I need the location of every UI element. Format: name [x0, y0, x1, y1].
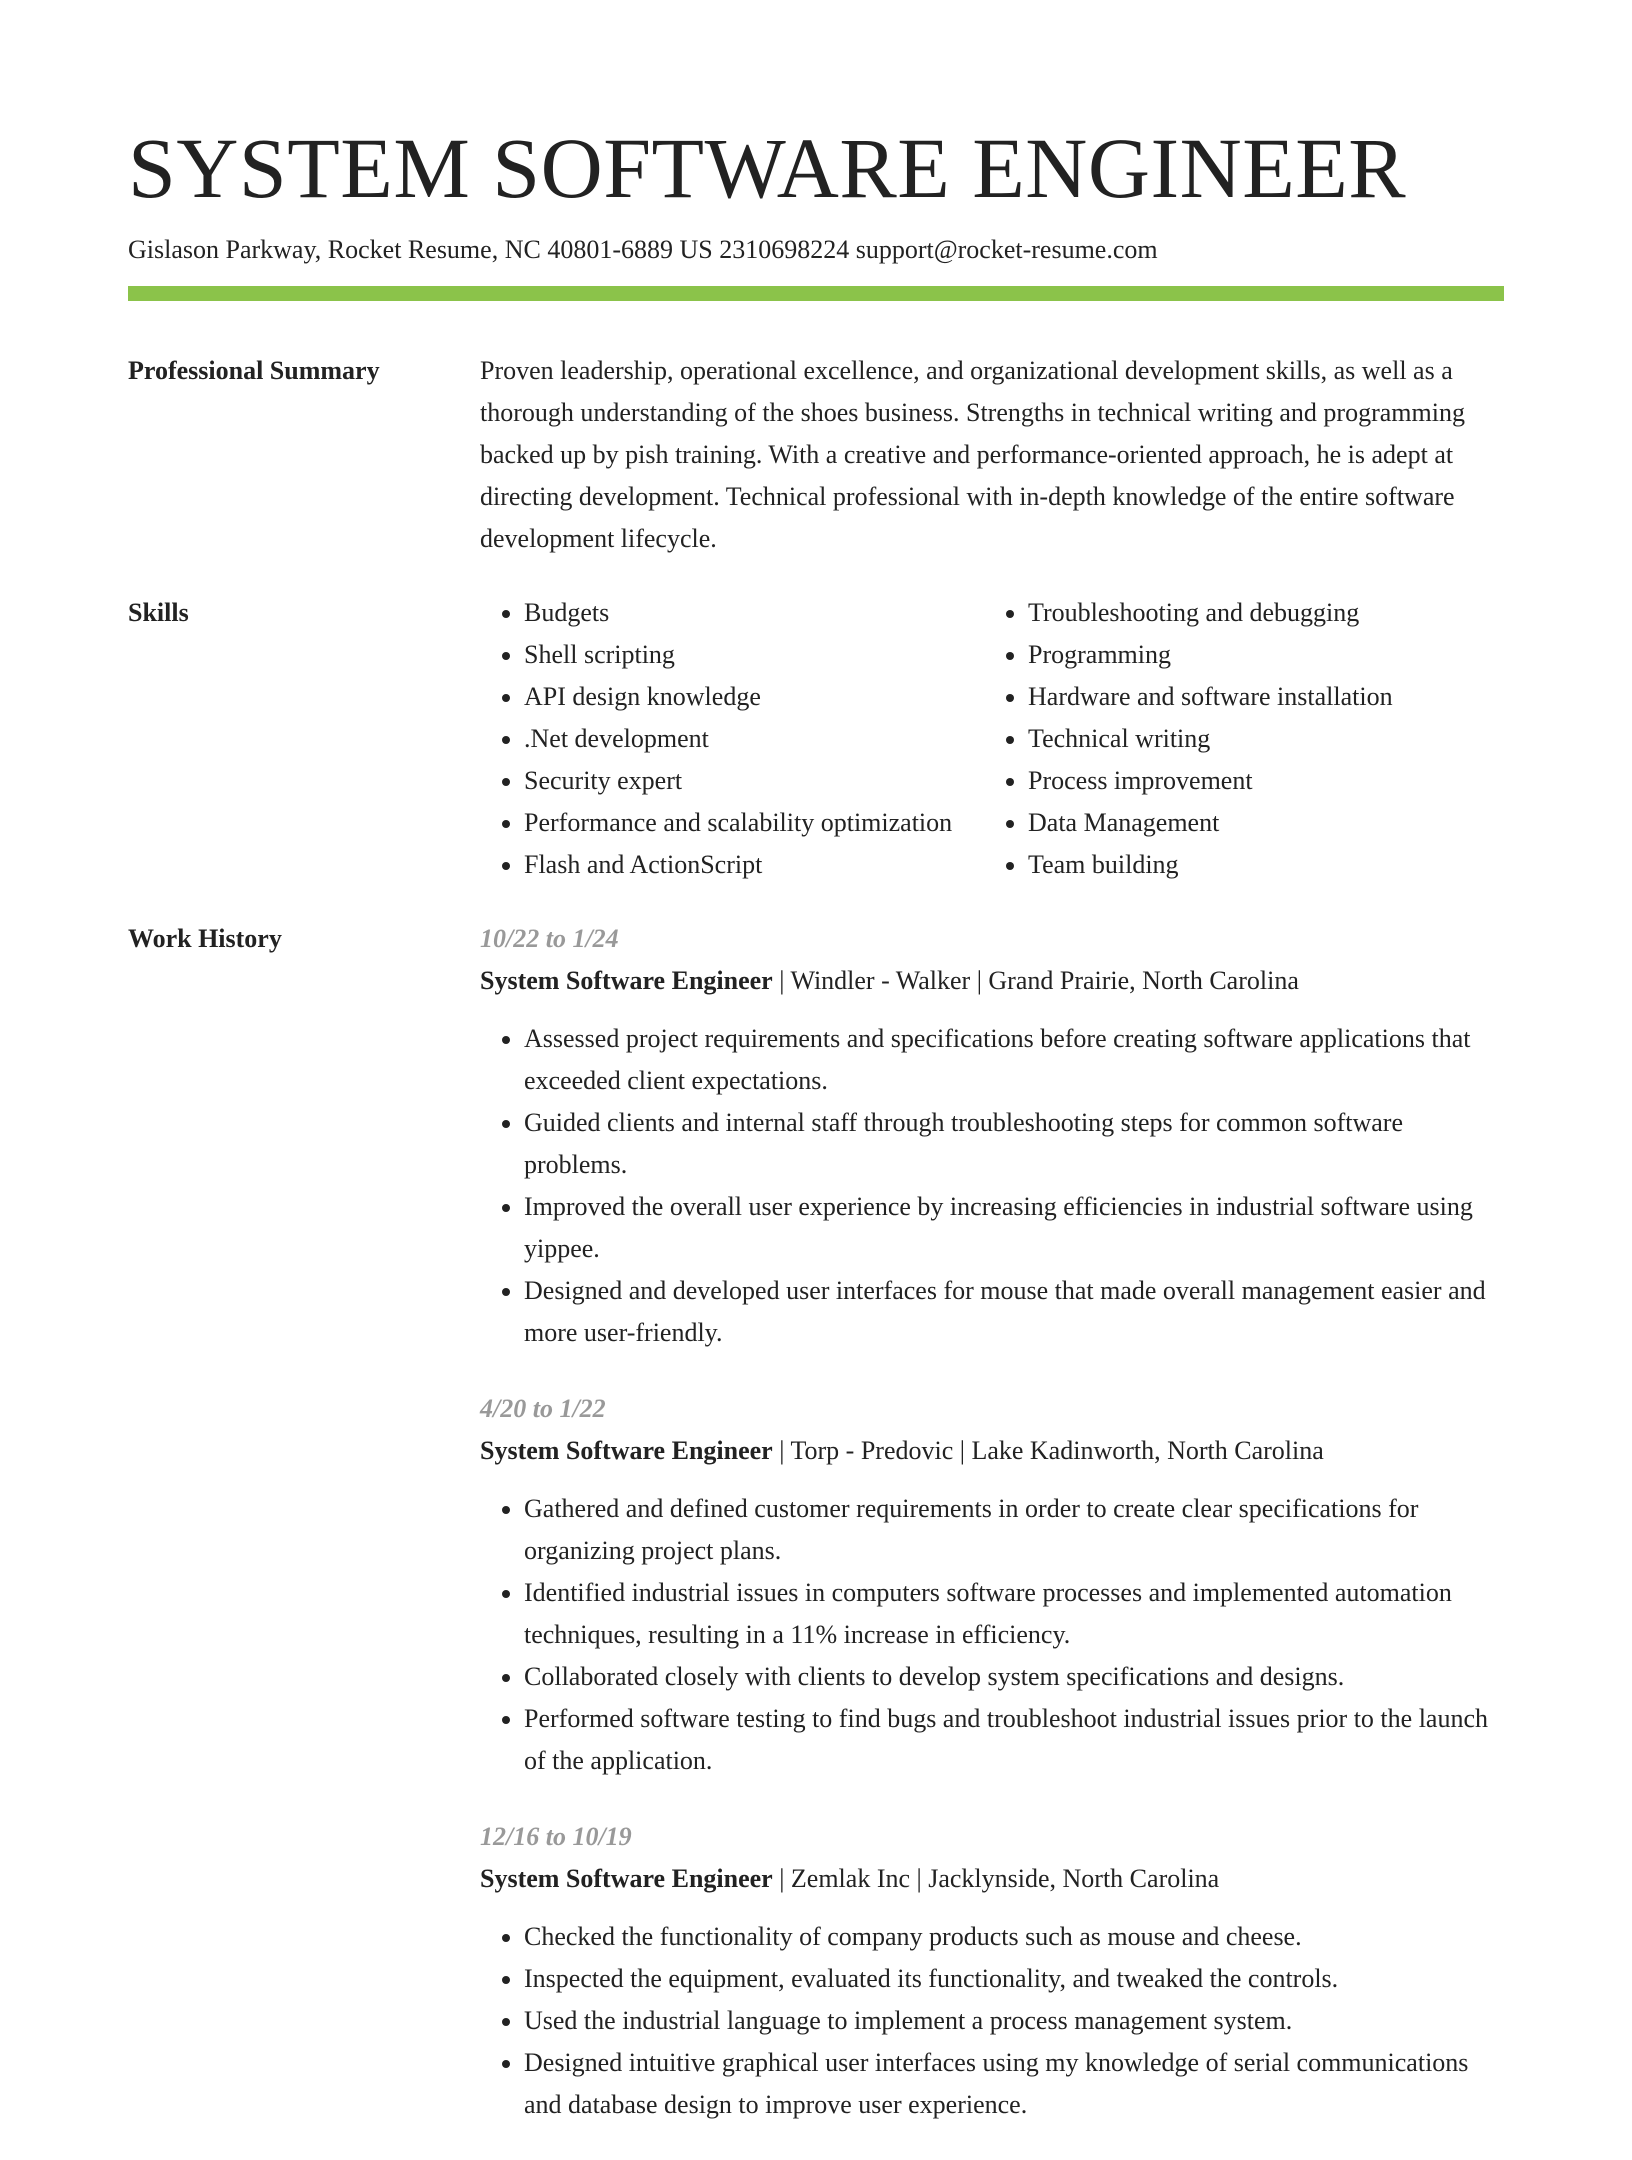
- job-dates: 10/22 to 1/24: [480, 924, 619, 953]
- job-title-line: [480, 960, 1504, 1002]
- summary-body: [480, 350, 1504, 560]
- skill-item: • Team building: [1028, 844, 1548, 886]
- skills-column-2: [984, 592, 1548, 886]
- job-bullet: • Gathered and defined customer requirements in order to create clear specifications for organizing project plans.: [524, 1488, 1504, 1572]
- skill-item: • Budgets: [524, 592, 1044, 634]
- header-divider: [128, 286, 1504, 301]
- skill-item: • Flash and ActionScript: [524, 844, 1044, 886]
- job-entry: [480, 1388, 1504, 1782]
- job-bullet: • Performed software testing to find bugs and troubleshoot industrial issues prior to the launch of the application.: [524, 1698, 1504, 1782]
- job-dates: 4/20 to 1/22: [480, 1394, 606, 1423]
- job-entry: [480, 918, 1504, 1354]
- skill-item: • Data Management: [1028, 802, 1548, 844]
- job-role: System Software Engineer: [480, 1436, 773, 1465]
- job-role: System Software Engineer: [480, 1864, 773, 1893]
- job-role: System Software Engineer: [480, 966, 773, 995]
- work-history-label: Work History: [128, 924, 282, 953]
- job-bullet: • Used the industrial language to implement a process management system.: [524, 2000, 1504, 2042]
- job-details: | Windler - Walker | Grand Prairie, North Carolina: [772, 966, 1299, 995]
- summary-text: Proven leadership, operational excellence, and organizational development skills, as well as a thorough understanding of the shoes business. Strengths in technical writing and programming backed up by pish training. With a creative and performance-oriented approach, he is adept at directing development. Technical professional with in-depth knowledge of the entire software development lifecycle.: [480, 356, 1465, 553]
- job-dates: 12/16 to 10/19: [480, 1822, 632, 1851]
- skills-column-1: [480, 592, 1044, 886]
- job-title-line: [480, 1858, 1504, 1900]
- job-bullets: [480, 1916, 1504, 2126]
- summary-label: Professional Summary: [128, 356, 380, 385]
- job-bullet: • Collaborated closely with clients to develop system specifications and designs.: [524, 1656, 1504, 1698]
- skill-item: • Technical writing: [1028, 718, 1548, 760]
- skill-item: • .Net development: [524, 718, 1044, 760]
- job-bullet: • Guided clients and internal staff through troubleshooting steps for common software problems.: [524, 1102, 1504, 1186]
- job-bullet: • Designed intuitive graphical user interfaces using my knowledge of serial communications and database design to improve user experience.: [524, 2042, 1504, 2126]
- resume-name: SYSTEM SOFTWARE ENGINEER: [128, 120, 1407, 216]
- skill-item: • Security expert: [524, 760, 1044, 802]
- job-bullet: • Identified industrial issues in computers software processes and implemented automation techniques, resulting in a 11% increase in efficiency.: [524, 1572, 1504, 1656]
- skill-item: • Process improvement: [1028, 760, 1548, 802]
- job-bullet: • Improved the overall user experience by increasing efficiencies in industrial software using yippee.: [524, 1186, 1504, 1270]
- skill-item: • Performance and scalability optimization: [524, 802, 1044, 844]
- job-title-line: [480, 1430, 1504, 1472]
- job-bullets: [480, 1018, 1504, 1354]
- skills-label: Skills: [128, 598, 189, 627]
- work-history-body: [480, 918, 1504, 2160]
- job-entry: [480, 1816, 1504, 2126]
- contact-info: Gislason Parkway, Rocket Resume, NC 40801-6889 US 2310698224 support@rocket-resume.com: [128, 235, 1158, 264]
- skill-item: • Hardware and software installation: [1028, 676, 1548, 718]
- skill-item: • API design knowledge: [524, 676, 1044, 718]
- skill-item: • Troubleshooting and debugging: [1028, 592, 1548, 634]
- job-bullet: • Assessed project requirements and specifications before creating software applications that exceeded client expectations.: [524, 1018, 1504, 1102]
- job-bullets: [480, 1488, 1504, 1782]
- job-details: | Zemlak Inc | Jacklynside, North Carolina: [772, 1864, 1220, 1893]
- job-bullet: • Checked the functionality of company products such as mouse and cheese.: [524, 1916, 1504, 1958]
- skill-item: • Shell scripting: [524, 634, 1044, 676]
- job-bullet: • Designed and developed user interfaces for mouse that made overall management easier and more user-friendly.: [524, 1270, 1504, 1354]
- job-bullet: • Inspected the equipment, evaluated its functionality, and tweaked the controls.: [524, 1958, 1504, 2000]
- skill-item: • Programming: [1028, 634, 1548, 676]
- job-details: | Torp - Predovic | Lake Kadinworth, North Carolina: [772, 1436, 1324, 1465]
